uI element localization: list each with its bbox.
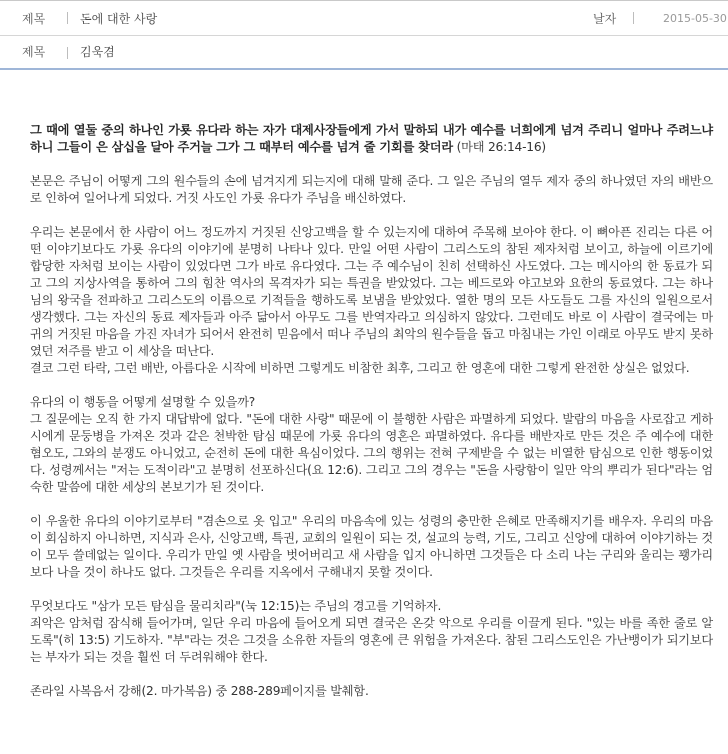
title-label: 제목 [22,12,46,26]
author-row [0,36,728,70]
source-citation: 존라일 사복음서 강해(2. 마가복음) 중 288-289페이지를 발췌함. [30,684,369,698]
paragraph-3: 결코 그런 타락, 그런 배반, 아름다운 시작에 비하면 그렇게도 비참한 최후, 그리고 한 영혼에 대한 그렇게 완전한 상실은 없었다. [30,361,690,375]
post-body [30,122,713,700]
paragraph-2: 우리는 본문에서 한 사람이 어느 정도까지 거짓된 신앙고백을 할 수 있는지에 대하여 주목해 보아야 한다. 이 뼈아픈 진리는 다른 어떤 이야기보다도 가룟 유다의 이야기에 분명히 나타나 있다. 만일 어떤 사람이 그리스도의 참된 제자처럼 보이고, 하늘에 이르기에 합당한 자처럼 보이는 사람이 있었다면 그가 바로 유다였다. 그는 주 예수님이 친히 선택하신 사도였다. 그는 메시아의 한 동료가 되고 그의 지상사역을 통하여 그의 힘찬 역사의 목격자가 되는 특권을 받았었다. 그는 베드로와 야고보와 요한의 동료였다. 그는 하나님의 왕국을 전파하고 그리스도의 이름으로 기적들을 행하도록 보냄을 받았었다. 열한 명의 모든 사도들도 그를 자신의 일원으로서 생각했다. 그는 자신의 동료 제자들과 아주 닮아서 아무도 그를 반역자라고 의심하지 않았다. 그런데도 바로 이 사람이 결국에는 마귀의 거짓된 마음을 가진 자녀가 되어서 완전히 믿음에서 떠나 주님의 최악의 원수들을 돕고 마침내는 가인 이래로 아무도 받지 못하였던 저주를 받고 이 세상을 떠난다. [30,225,713,358]
post-header [0,0,728,70]
verse-reference: (마태 26:14-16) [456,140,546,154]
post-date: 2015-05-30 [663,12,727,25]
title-row [0,0,728,36]
scripture-verse [30,122,713,156]
title-separator [67,12,68,24]
paragraph-6: 이 우울한 유다의 이야기로부터 "겸손으로 옷 입고" 우리의 마음속에 있는 성령의 충만한 은혜로 만족해지기를 배우자. 우리의 마음이 회심하지 아니하면, 지식과 은사, 신앙고백, 특권, 교회의 일원이 되는 것, 설교의 능력, 기도, 그리고 신앙에 대하여 이야기하는 것이 모두 쓸데없는 일이다. 우리가 만일 옛 사람을 벗어버리고 새 사람을 입지 아니하면 그것들은 다 소리 나는 구리와 울리는 꽹가리보다 나을 것이 하나도 없다. 그것들은 우리를 지옥에서 구해내지 못할 것이다. [30,514,713,579]
paragraph-8: 죄악은 암처럼 잠식해 들어가며, 일단 우리 마음에 들어오게 되면 결국은 온갖 악으로 우리를 이끌게 된다. "있는 바를 족한 줄로 알도록"(히 13:5) 기도하자. "부"라는 것은 그것을 소유한 자들의 영혼에 큰 위험을 가져온다. 참된 그리스도인은 가난뱅이가 되기보다는 부자가 되는 것을 훨씬 더 두려워해야 한다. [30,616,713,664]
verse-text: 그 때에 열둘 중의 하나인 가룟 유다라 하는 자가 대제사장들에게 가서 말하되 내가 예수를 너희에게 넘겨 주리니 얼마나 주려느냐 하니 그들이 은 삼십을 달아 주거늘 그가 그 때부터 예수를 넘겨 줄 기회를 찾더라 [30,123,713,154]
date-label: 날자 [593,12,617,26]
paragraph-1: 본문은 주님이 어떻게 그의 원수들의 손에 넘겨지게 되는지에 대해 말해 준다. 그 일은 주님의 열두 제자 중의 하나였던 자의 배반으로 인하여 일어나게 되었다. 거짓 사도인 가룟 유다가 주님을 배신하였다. [30,174,713,205]
author-separator [67,47,68,59]
paragraph-5: 그 질문에는 오직 한 가지 대답밖에 없다. "돈에 대한 사랑" 때문에 이 불행한 사람은 파멸하게 되었다. 발람의 마음을 사로잡고 게하시에게 문둥병을 가져온 것과 같은 천박한 탐심 때문에 가룟 유다의 영혼은 파멸하였다. 유다를 배반자로 만든 것은 주 예수에 대한 혐오도, 그와의 분쟁도 아니었고, 순전히 돈에 대한 욕심이었다. 그의 행위는 전혀 구제받을 수 없는 비열한 탐심으로 인한 행동이었다. 성령께서는 "저는 도적이라"고 분명히 선포하신다(요 12:6). 그리고 그의 경우는 "돈을 사랑함이 일만 악의 뿌리가 된다"라는 엄숙한 말씀에 대한 세상의 본보기가 된 것이다. [30,412,713,494]
paragraph-4: 유다의 이 행동을 어떻게 설명할 수 있을까? [30,395,256,409]
author-label: 제목 [22,45,46,59]
post-author: 김욱겸 [80,45,115,59]
date-separator [633,12,634,24]
post-title: 돈에 대한 사랑 [80,12,158,26]
paragraph-7: 무엇보다도 "삼가 모든 탐심을 물리치라"(눅 12:15)는 주님의 경고를 기억하자. [30,599,442,613]
